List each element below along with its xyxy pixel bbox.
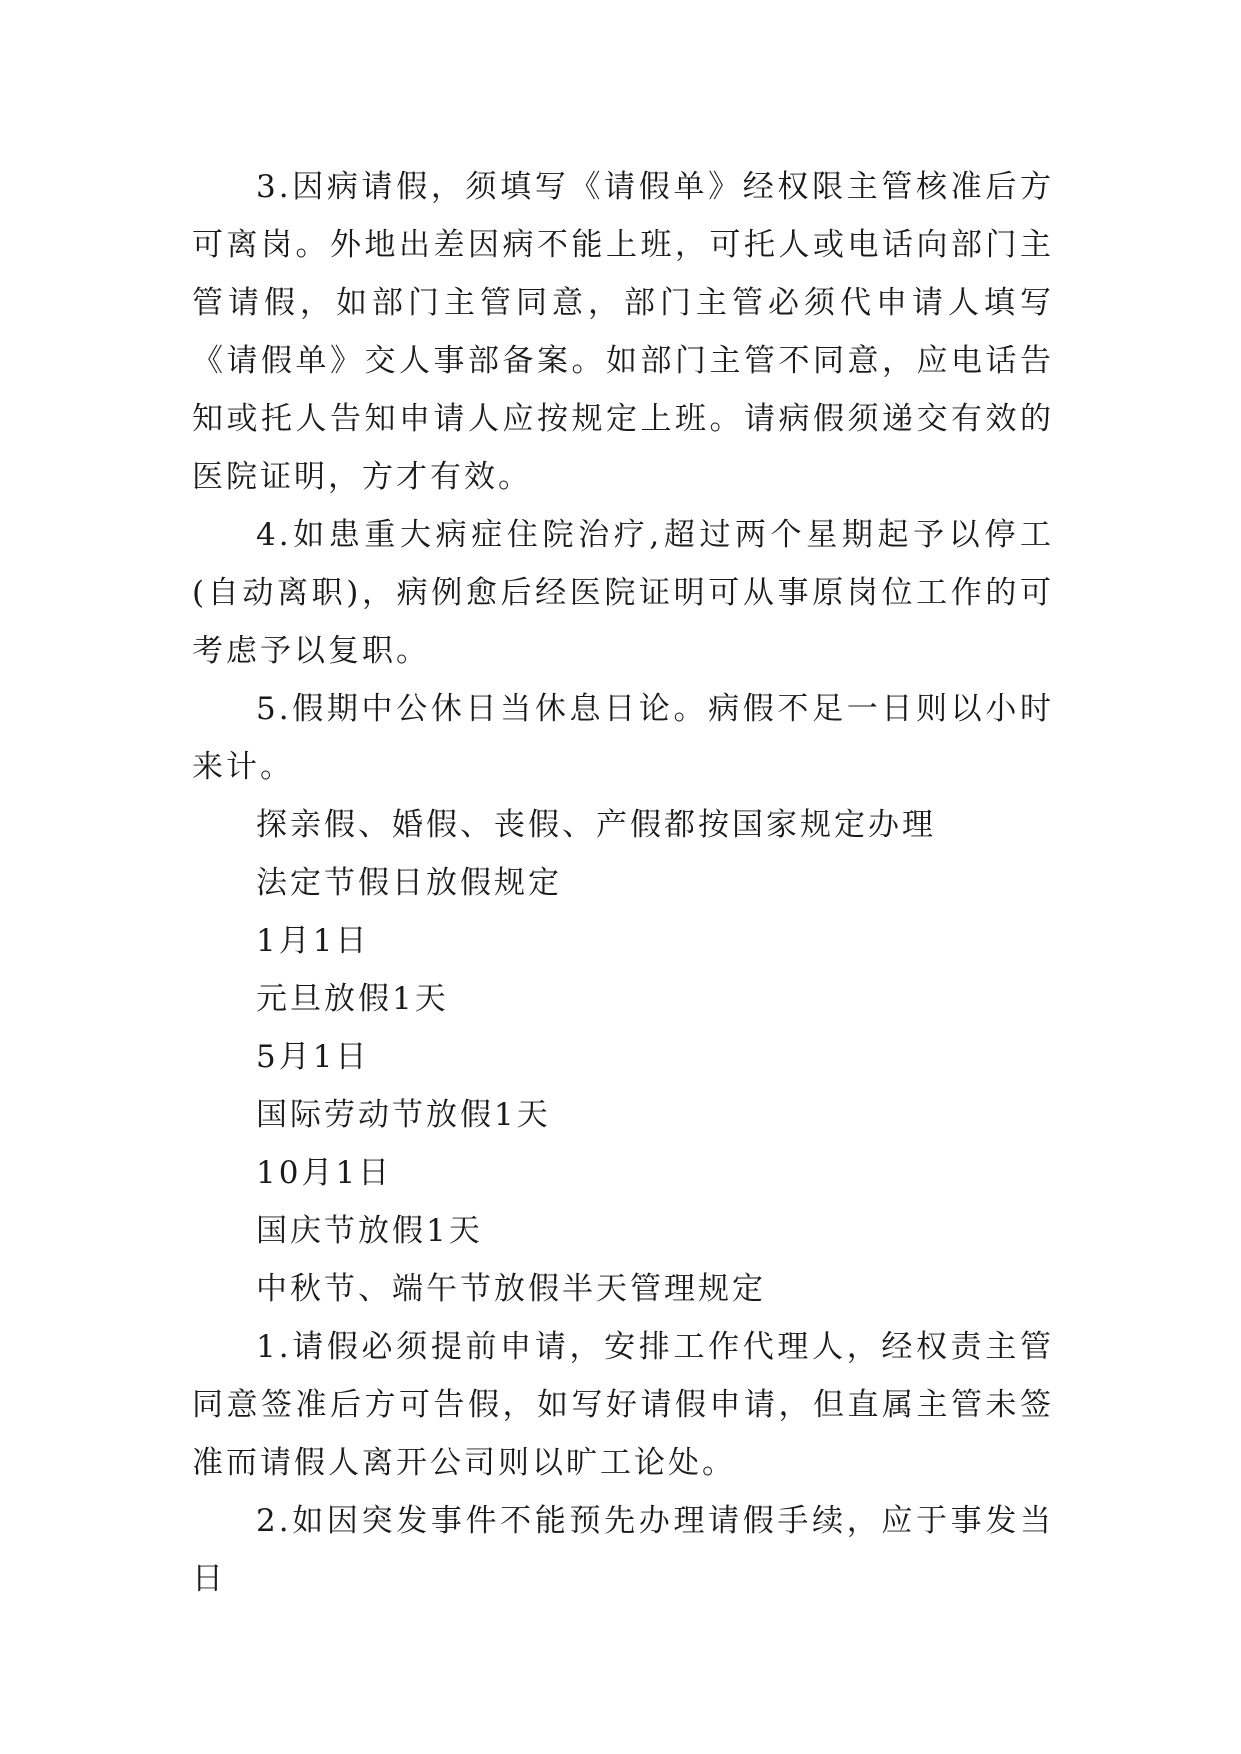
line-half-day-holidays: 中秋节、端午节放假半天管理规定	[256, 1271, 766, 1307]
paragraph-emergency: 2.如因突发事件不能预先办理请假手续，应于事发当日	[192, 1503, 1054, 1597]
line-date-oct1: 10月1日	[256, 1155, 393, 1191]
paragraph-hospitalization: 4.如患重大病症住院治疗,超过两个星期起予以停工(自动离职)，病例愈后经医院证明可从事原岗位工作的可考虑予以复职。	[192, 517, 1054, 669]
line-date-jan1: 1月1日	[256, 923, 370, 959]
paragraph-public-holidays: 5.假期中公休日当休息日论。病假不足一日则以小时来计。	[192, 691, 1054, 785]
line-date-may1: 5月1日	[256, 1039, 370, 1075]
paragraph-advance-request: 1.请假必须提前申请，安排工作代理人，经权责主管同意签准后方可告假，如写好请假申请，但直属主管未签准而请假人离开公司则以旷工论处。	[192, 1329, 1054, 1481]
line-new-year: 元旦放假1天	[256, 981, 449, 1017]
paragraph-sick-leave: 3.因病请假，须填写《请假单》经权限主管核准后方可离岗。外地出差因病不能上班，可托人或电话向部门主管请假，如部门主管同意，部门主管必须代申请人填写《请假单》交人事部备案。如部门主管不同意，应电话告知或托人告知申请人应按规定上班。请病假须递交有效的医院证明，方才有效。	[192, 169, 1054, 495]
line-national-day: 国庆节放假1天	[256, 1213, 483, 1249]
line-holiday-heading: 法定节假日放假规定	[256, 865, 562, 901]
line-labour-day: 国际劳动节放假1天	[256, 1097, 551, 1133]
document-body	[192, 158, 1054, 1608]
line-family-leave: 探亲假、婚假、丧假、产假都按国家规定办理	[256, 807, 936, 843]
